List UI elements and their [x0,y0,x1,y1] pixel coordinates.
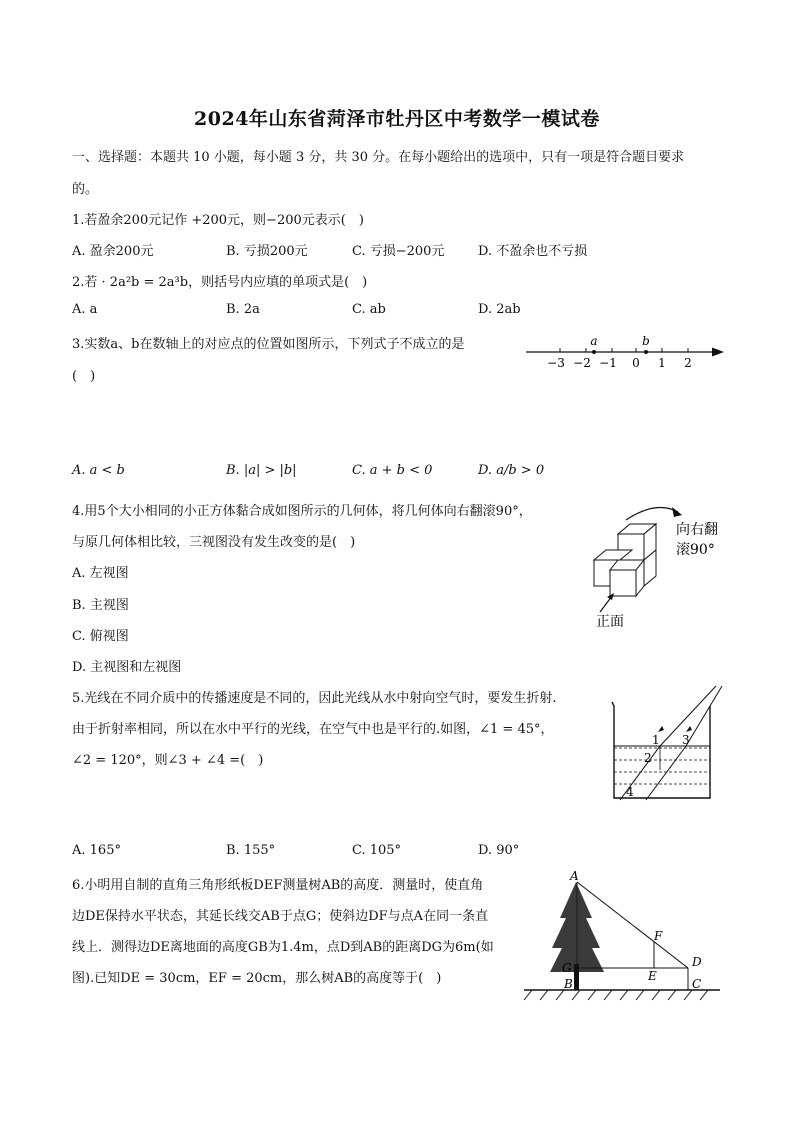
question-5-option-d[interactable]: D. 90° [478,843,520,858]
label-D: D [692,955,702,969]
roll-arrow-icon [672,507,682,517]
tick-label-1: 1 [658,356,666,370]
angle-4-label: 4 [626,785,634,799]
tick-label-neg3: −3 [547,356,565,370]
page-title: 2024年山东省菏泽市牡丹区中考数学一模试卷 [194,108,600,130]
angle-2-label: 2 [644,751,652,765]
question-6-stem-line2: 边DE保持水平状态，其延长线交AB于点G；使斜边DF与点A在同一条直 [72,909,489,924]
angle-3-label: 3 [682,733,690,747]
question-5-option-c[interactable]: C. 105° [352,843,402,858]
question-5-option-b[interactable]: B. 155° [226,843,276,858]
point-a-dot [592,350,596,354]
number-line-ticks [560,348,688,352]
question-4-option-a[interactable]: A. 左视图 [72,566,129,581]
question-5-option-a[interactable]: A. 165° [72,843,121,858]
label-C: C [692,977,702,991]
question-5-stem-line3: ∠2 = 120°，则∠3 + ∠4 =( ) [72,753,264,768]
question-2-stem: 2.若 · 2a²b = 2a³b，则括号内应填的单项式是( ) [72,275,368,290]
question-2-option-b[interactable]: B. 2a [226,302,260,317]
question-1-option-a[interactable]: A. 盈余200元 [72,244,154,259]
question-2-option-c[interactable]: C. ab [352,302,386,317]
cube-solid-figure [586,496,756,632]
beaker-outline [612,702,710,798]
front-label: 正面 [596,614,624,630]
cube-stack [594,524,656,596]
roll-label-line1: 向右翻 [676,522,718,538]
section-instruction-line1: 一、选择题：本题共 10 小题，每小题 3 分，共 30 分。在每小题给出的选项中，只有一项是符合题目要求 [72,150,685,165]
label-B: B [564,977,573,991]
question-3-option-b[interactable]: B. |a| > |b| [226,463,297,478]
question-1-option-d[interactable]: D. 不盈余也不亏损 [478,244,588,259]
question-4-stem-line1: 4.用5个大小相同的小正方体黏合成如图所示的几何体，将几何体向右翻滚90°， [72,504,532,519]
refraction-beaker-figure [606,680,726,806]
question-3-option-c[interactable]: C. a + b < 0 [352,463,433,478]
question-4-option-c[interactable]: C. 俯视图 [72,629,129,644]
question-6-stem-line1: 6.小明用自制的直角三角形纸板DEF测量树AB的高度．测量时，使直角 [72,878,484,893]
number-line-figure [520,332,726,374]
ground-hatching [524,990,708,1000]
question-1-option-c[interactable]: C. 亏损−200元 [352,244,445,259]
question-3-stem: 3.实数a、b在数轴上的对应点的位置如图所示，下列式子不成立的是 [72,337,465,352]
label-A: A [570,869,579,883]
question-4-option-b[interactable]: B. 主视图 [72,598,129,613]
question-3-option-a[interactable]: A. a < b [72,463,125,478]
tick-label-neg1: −1 [599,356,617,370]
section-instruction-line2: 的。 [72,182,99,197]
point-b-label: b [642,334,650,348]
question-2-option-d[interactable]: D. 2ab [478,302,521,317]
roll-arrow-curve [626,508,678,521]
question-6-stem-line4: 图).已知DE = 30cm，EF = 20cm，那么树AB的高度等于( ) [72,971,442,986]
point-a-label: a [590,334,598,348]
tree-measurement-figure [520,868,726,1002]
ray-arrow-1-icon [658,726,664,732]
question-2-option-a[interactable]: A. a [72,302,98,317]
light-ray-1 [620,686,716,800]
question-6-stem-line3: 线上．测得边DE离地面的高度GB为1.4m，点D到AB的距离DG为6m(如 [72,940,494,955]
angle-1-label: 1 [652,733,660,747]
tick-label-2: 2 [684,356,692,370]
number-line-arrow-icon [712,348,724,357]
question-5-stem-line1: 5.光线在不同介质中的传播速度是不同的，因此光线从水中射向空气时，要发生折射. [72,691,557,706]
roll-label-line2: 滚90° [676,542,715,558]
question-1-option-b[interactable]: B. 亏损200元 [226,244,308,259]
question-4-option-d[interactable]: D. 主视图和左视图 [72,660,182,675]
question-1-stem: 1.若盈余200元记作 +200元，则−200元表示( ) [72,213,364,228]
tick-label-neg2: −2 [573,356,591,370]
question-5-stem-line2: 由于折射率相同，所以在水中平行的光线，在空气中也是平行的.如图，∠1 = 45°， [72,722,554,737]
label-E: E [648,969,657,983]
point-b-dot [644,350,648,354]
label-G: G [562,961,572,975]
ray-arrow-2-icon [686,726,692,732]
label-F: F [654,929,663,943]
tick-label-0: 0 [632,356,640,370]
question-4-stem-line2: 与原几何体相比较，三视图没有发生改变的是( ) [72,535,356,550]
question-3-option-d[interactable]: D. a/b > 0 [478,463,545,478]
question-3-stem-paren: ( ) [72,369,96,384]
